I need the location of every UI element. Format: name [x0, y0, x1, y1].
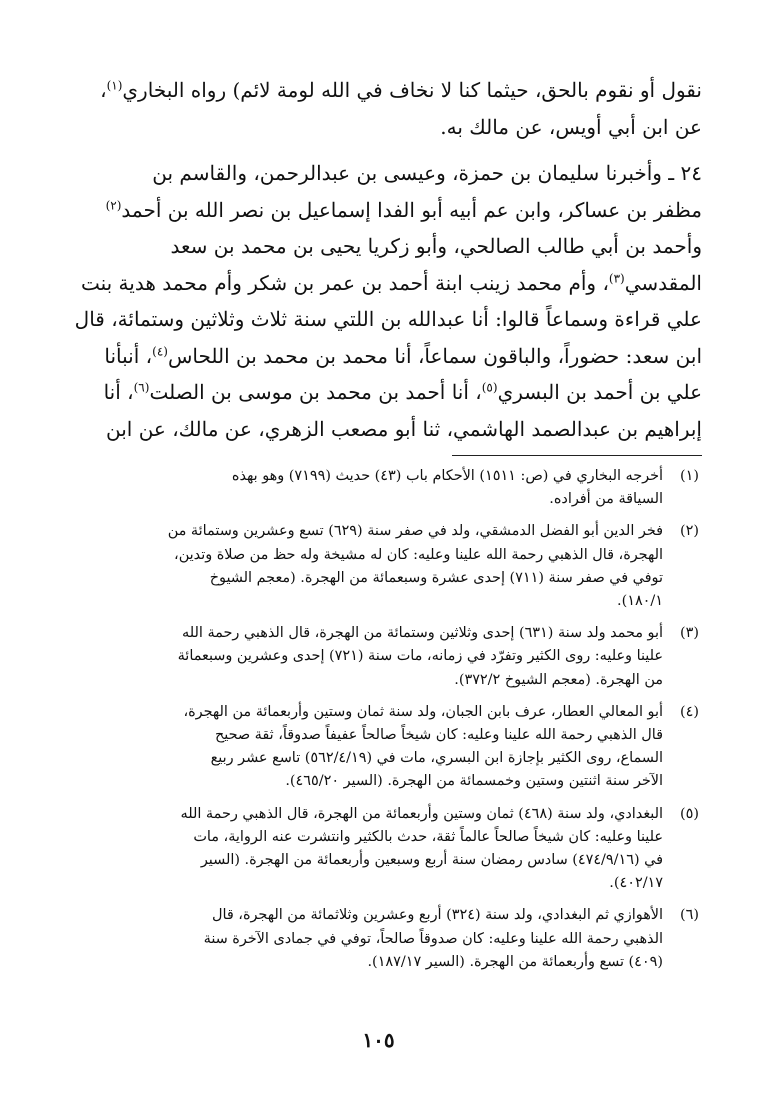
text-line: عن ابن أبي أويس، عن مالك به.: [440, 114, 702, 139]
text-run: مظفر بن عساكر، وابن عم أبيه أبو الفدا إسماعيل بن نصر الله بن أحمد: [121, 197, 702, 222]
footnote: [80, 520, 699, 613]
footnote-ref[interactable]: (٤): [152, 343, 168, 358]
text-run: ، أنا: [103, 380, 134, 404]
text-line: [72, 374, 702, 411]
text-run: ،: [100, 78, 107, 102]
footnote-ref[interactable]: (٦): [133, 380, 150, 395]
footnote-ref[interactable]: (٥): [481, 380, 498, 395]
text-line: ٢٤ ـ وأخبرنا سليمان بن حمزة، وعيسى بن عبدالرحمن، والقاسم بن: [152, 161, 702, 185]
footnote: [80, 803, 699, 896]
footnote-text: [80, 622, 663, 692]
footnote-line: من الهجرة. (معجم الشيوخ ٣٧٢/٢).: [454, 671, 663, 688]
footnote-number: (٢): [680, 523, 699, 540]
text-run: ، أنبأنا: [104, 343, 153, 368]
text-run: علي بن أحمد بن البسري: [497, 380, 702, 404]
footnote-line: في (٤٧٤/٩/١٦) سادس رمضان سنة أربع وسبعين وأربعمائة من الهجرة. (السير: [200, 852, 663, 869]
footnote-text: [80, 701, 663, 794]
footnote: [80, 701, 699, 794]
footnote-line: علينا وعليه: كان شيخاً صالحاً عالماً ثقة، حدث بالكثير وانتشرت عنه الرواية، مات: [193, 828, 663, 845]
text-run: ، وأم محمد زينب ابنة أحمد بن عمر بن شكر وأم محمد هدية بنت: [80, 270, 609, 295]
text-line: [72, 265, 702, 302]
footnote-line: الأهوازي ثم البغدادي، ولد سنة (٣٢٤) أربع وعشرين وثلاثمائة من الهجرة، قال: [212, 907, 663, 924]
text-line: [72, 338, 702, 375]
footnote-line: علينا وعليه: روى الكثير وتفرّد في زمانه، مات سنة (٧٢١) إحدى وعشرين وسبعمائة: [177, 648, 663, 665]
text-line: علي قراءة وسماعاً قالوا: أنا عبدالله بن اللتي سنة ثلاث وثلاثين وستمائة، قال: [74, 307, 702, 331]
footnote-number: (٤): [680, 703, 699, 720]
footnote-ref[interactable]: (١): [106, 78, 123, 93]
footnote-line: أبو محمد ولد سنة (٦٣١) إحدى وثلاثين وستمائة من الهجرة، قال الذهبي رحمة الله: [182, 625, 663, 642]
footnote: [80, 622, 699, 692]
footnote-line: (٤٠٩) تسع وأربعمائة من الهجرة. (السير ١٨٧/١٧).: [367, 953, 663, 970]
footnote-line: أخرجه البخاري في (ص: ١٥١١) الأحكام باب (٤٣) حديث (٧١٩٩) وهو بهذه: [231, 468, 663, 484]
footnote-line: ٤٠٢/١٧).: [609, 875, 663, 892]
footnote-number: (٣): [680, 625, 699, 642]
paragraph-2: [72, 155, 702, 447]
footnote-line: السماع، روى الكثير بإجازة ابن البسري، مات في (٥٦٢/٤/١٩) تاسع عشر ربيع: [210, 750, 663, 767]
footnote-line: الذهبي رحمة الله علينا وعليه: كان صدوقاً صالحاً، توفي في جمادى الآخرة سنة: [203, 930, 663, 947]
footnote-ref[interactable]: (٣): [608, 270, 625, 285]
text-line: [72, 72, 702, 109]
footnote-text: [80, 803, 663, 896]
footnotes: [80, 465, 699, 983]
footnote: [80, 465, 699, 511]
paragraph-1: [72, 72, 702, 145]
text-line: وأحمد بن أبي طالب الصالحي، وأبو زكريا يحيى بن محمد بن سعد: [170, 234, 702, 258]
footnote-text: [80, 520, 663, 613]
footnote-line: الآخر سنة اثنتين وستين وخمسمائة من الهجرة. (السير ٤٦٥/٢٠).: [285, 773, 663, 790]
text-run: نقول أو نقوم بالحق، حيثما كنا لا نخاف في الله لومة لائم) رواه البخاري: [122, 78, 702, 102]
footnote-line: الهجرة، قال الذهبي رحمة الله علينا وعليه: كان له مشيخة وله حظ من صلاة وتدين،: [174, 546, 663, 563]
footnote-line: قال الذهبي رحمة الله علينا وعليه: كان شيخاً صالحاً عفيفاً صدوقاً، ثقة صحيح: [214, 727, 663, 744]
main-text: [72, 72, 702, 447]
text-line: إبراهيم بن عبدالصمد الهاشمي، ثنا أبو مصعب الزهري، عن مالك، عن ابن: [105, 416, 702, 441]
footnote-line: أبو المعالي العطار، عرف بابن الجبان، ولد سنة ثمان وستين وأربعمائة من الهجرة،: [183, 703, 663, 720]
footnote-text: [80, 904, 663, 974]
text-run: ، أنا أحمد بن محمد بن موسى بن الصلت: [149, 380, 482, 404]
footnote-line: فخر الدين أبو الفضل الدمشقي، ولد في صفر سنة (٦٢٩) تسع وعشرين وستمائة من: [167, 523, 663, 540]
text-run: ابن سعد: حضوراً، والباقون سماعاً، أنا محمد بن محمد بن اللحاس: [167, 343, 702, 368]
footnote-text: [80, 465, 663, 511]
footnote-line: ١٨٠/١).: [617, 593, 663, 610]
footnote-number: (٦): [680, 907, 699, 924]
footnote: [80, 904, 699, 974]
footnote-separator: [452, 455, 702, 456]
text-line: [72, 192, 702, 229]
footnote-number: (١): [680, 468, 699, 484]
footnote-number: (٥): [680, 805, 699, 822]
page-number: ١٠٥: [362, 1028, 395, 1052]
footnote-line: توفي في صفر سنة (٧١١) إحدى عشرة وسبعمائة من الهجرة. (معجم الشيوخ: [209, 569, 663, 586]
footnote-ref[interactable]: (٢): [105, 197, 122, 212]
footnote-line: السياقة من أفراده.: [549, 491, 663, 508]
text-run: المقدسي: [624, 270, 702, 295]
footnote-line: البغدادي، ولد سنة (٤٦٨) ثمان وستين وأربعمائة من الهجرة، قال الذهبي رحمة الله: [180, 805, 663, 822]
